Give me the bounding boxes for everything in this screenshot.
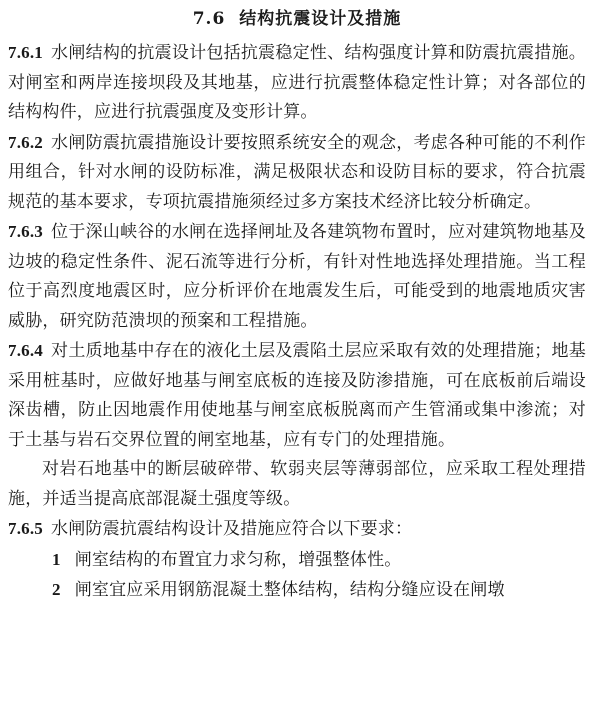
list-item-1 [8, 545, 586, 576]
clause-7-6-2 [8, 128, 586, 218]
clause-7-6-4 [8, 336, 586, 455]
clause-7-6-3 [8, 217, 586, 336]
section-title-text: 结构抗震设计及措施 [239, 9, 402, 29]
list-item-number: 2 [52, 580, 61, 599]
clause-text: 水闸防震抗震结构设计及措施应符合以下要求： [51, 519, 413, 539]
list-item-text: 闸室结构的布置宜力求匀称，增强整体性。 [74, 549, 402, 570]
clause-text: 位于深山峡谷的水闸在选择闸址及各建筑物布置时，应对建筑物地基及边坡的稳定性条件、泥石流等进行分析，有针对性地选择处理措施。当工程位于高烈度地震区时，应分析评价在地震发生后，可能受到的地震地质灾害威胁，研究防范溃坝的预案和工程措施。 [8, 222, 586, 331]
clause-7-6-1 [8, 38, 586, 128]
clause-7-6-4-continuation: 对岩石地基中的断层破碎带、软弱夹层等薄弱部位，应采取工程处理措施，并适当提高底部混凝土强度等级。 [8, 459, 586, 509]
clause-text: 对土质地基中存在的液化土层及震陷土层应采取有效的处理措施；地基采用桩基时，应做好地基与闸室底板的连接及防渗措施，可在底板前后端设深齿槽，防止因地震作用使地基与闸室底板脱离而产生管涌或集中渗流；对于土基与岩石交界位置的闸室地基，应有专门的处理措施。 [8, 341, 586, 450]
list-item-text: 闸室宜应采用钢筋混凝土整体结构，结构分缝应设在闸墩 [74, 580, 505, 600]
clause-number: 7.6.5 [8, 519, 43, 538]
clause-text: 水闸结构的抗震设计包括抗震稳定性、结构强度计算和防震抗震措施。对闸室和两岸连接坝段及其地基，应进行抗震整体稳定性计算；对各部位的结构构件，应进行抗震强度及变形计算。 [8, 43, 586, 122]
clause-number: 7.6.2 [8, 132, 43, 152]
clause-number: 7.6.4 [8, 341, 43, 360]
clause-number: 7.6.1 [8, 43, 43, 62]
clause-text: 水闸防震抗震措施设计要按照系统安全的观念，考虑各种可能的不利作用组合，针对水闸的设防标准，满足极限状态和设防目标的要求，符合抗震规范的基本要求，专项抗震措施须经过多方案技术经济比较分析确定。 [8, 132, 586, 212]
section-title [8, 4, 586, 34]
section-number: 7.6 [192, 9, 226, 29]
clause-7-6-5 [8, 514, 586, 545]
clause-number: 7.6.3 [8, 222, 43, 241]
list-item-number: 1 [52, 549, 61, 569]
list-item-2 [8, 575, 586, 606]
